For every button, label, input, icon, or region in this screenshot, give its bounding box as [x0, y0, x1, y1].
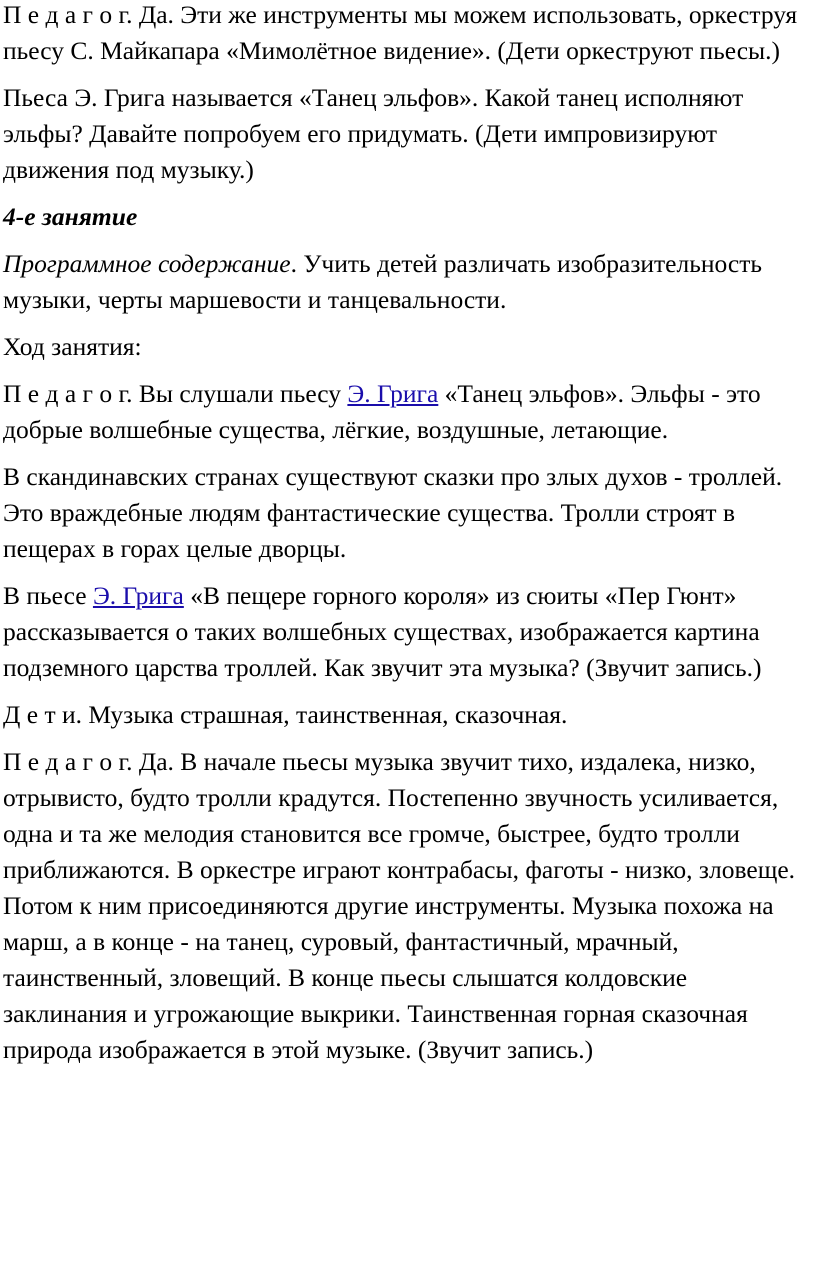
paragraph-text-before-link: В пьесе	[3, 581, 93, 610]
paragraph-text-after-link: «В пещере горного короля» из сюиты «Пер Гюнт» рассказывается о таких волшебных существах, изображается картина подземного царства троллей. Как звучит эта музыка? (Звучит запись.)	[3, 581, 762, 682]
paragraph-trolls: В скандинавских странах существуют сказки про злых духов - троллей. Это враждебные людям фантастические существа. Тролли строят в пещерах в горах целые дворцы.	[3, 462, 783, 563]
course-heading: Ход занятия:	[3, 332, 142, 361]
paragraph-teacher-description: П е д а г о г. Да. В начале пьесы музыка звучит тихо, издалека, низко, отрывисто, будто тролли крадутся. Постепенно звучность усиливается, одна и та же мелодия становится все громче, быстрее, будто тролли приближаются. В оркестре играют контрабасы, фаготы - низко, зловеще. Потом к ним присоединяются другие инструменты. Музыка похожа на марш, а в конце - на танец, суровый, фантастичный, мрачный, таинственный, зловещий. В конце пьесы слышатся колдовские заклинания и угрожающие выкрики. Таинственная горная сказочная природа изображается в этой музыке. (Звучит запись.)	[3, 747, 796, 1064]
paragraph-text-before-link: П е д а г о г. Вы слушали пьесу	[3, 379, 348, 408]
program-content-text: . Учить детей различать изобразительность музыки, черты маршевости и танцевальности.	[3, 249, 762, 314]
paragraph-teacher-elves	[3, 376, 816, 448]
program-content-label: Программное содержание	[3, 249, 291, 278]
paragraph-mountain-king	[3, 578, 816, 686]
paragraph-teacher-orchestration: П е д а г о г. Да. Эти же инструменты мы можем использовать, оркеструя пьесу С. Майкапара «Мимолётное видение». (Дети оркеструют пьесы.)	[3, 0, 798, 65]
lesson-heading: 4-е занятие	[3, 202, 138, 231]
paragraph-program-content	[3, 246, 816, 318]
grieg-link[interactable]: Э. Грига	[92, 581, 184, 610]
paragraph-children-answer: Д е т и. Музыка страшная, таинственная, сказочная.	[3, 700, 568, 729]
grieg-link[interactable]: Э. Грига	[347, 379, 439, 408]
paragraph-text-after-link: «Танец эльфов». Эльфы - это добрые волшебные существа, лёгкие, воздушные, летающие.	[3, 379, 761, 444]
paragraph-elves-dance: Пьеса Э. Грига называется «Танец эльфов». Какой танец исполняют эльфы? Давайте попробуем его придумать. (Дети импровизируют движения под музыку.)	[3, 83, 744, 184]
